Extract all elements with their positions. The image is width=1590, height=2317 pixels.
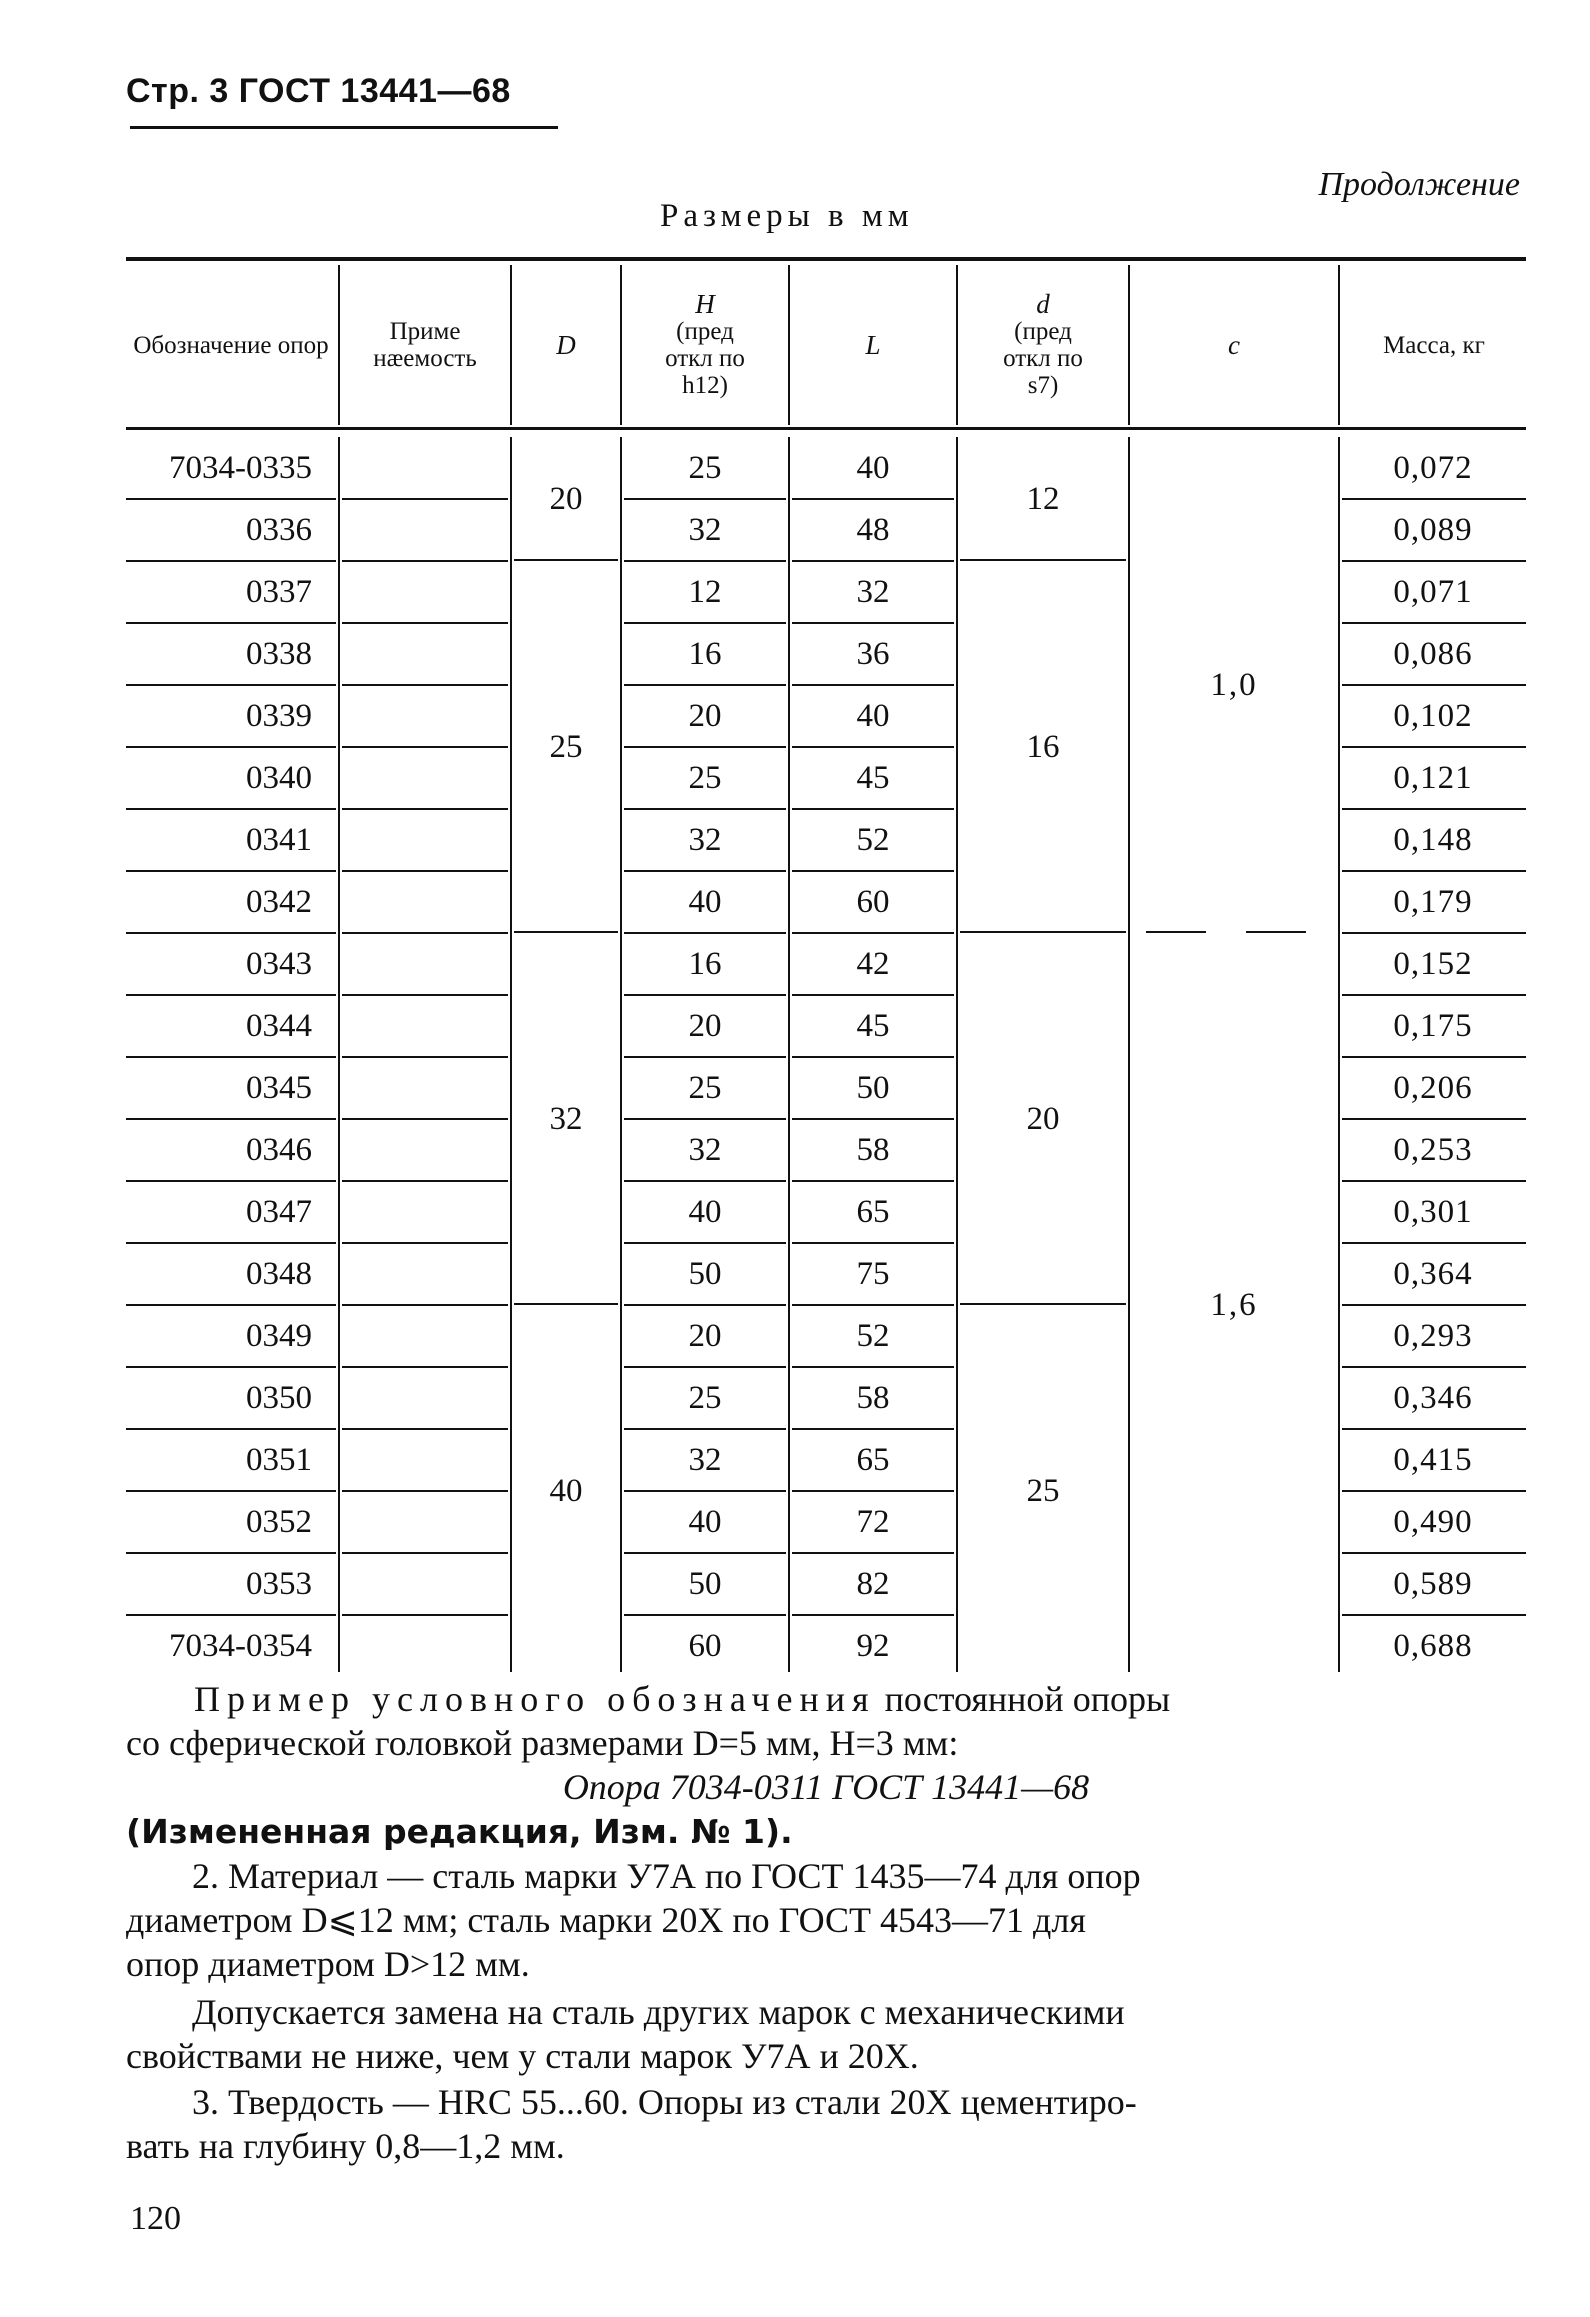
H-cell: 25 bbox=[688, 1379, 722, 1416]
example-paragraph bbox=[126, 1677, 1526, 1721]
para-2-line-2: диаметром D⩽12 мм; сталь марки 20Х по ГОСТ 4543—71 для bbox=[126, 1900, 1086, 1940]
mass-cell: 0,346 bbox=[1393, 1379, 1473, 1416]
designation-cell: 0339 bbox=[246, 697, 312, 734]
header-H bbox=[624, 265, 786, 425]
H-cell: 25 bbox=[688, 1069, 722, 1106]
H-cell: 25 bbox=[688, 449, 722, 486]
example-rest: постоянной опоры bbox=[875, 1679, 1171, 1719]
mass-cell: 0,179 bbox=[1393, 883, 1473, 920]
H-cell: 12 bbox=[688, 573, 722, 610]
merged-D-32: 32 bbox=[549, 1100, 583, 1137]
col-rule bbox=[510, 265, 512, 425]
header-H-note: (пред откл по h12) bbox=[665, 318, 745, 399]
merged-D-25: 25 bbox=[549, 728, 583, 765]
L-cell: 36 bbox=[856, 635, 890, 672]
L-cell: 52 bbox=[856, 821, 890, 858]
designation-cell: 0344 bbox=[246, 1007, 312, 1044]
H-cell: 32 bbox=[688, 1441, 722, 1478]
designation-cell: 0343 bbox=[246, 945, 312, 982]
revision-note: (Измененная редакция, Изм. № 1). bbox=[126, 1812, 793, 1851]
L-cell: 45 bbox=[856, 1007, 890, 1044]
merged-d-12: 12 bbox=[1026, 480, 1060, 517]
group-rule bbox=[514, 559, 618, 561]
para-4-line-2: вать на глубину 0,8—1,2 мм. bbox=[126, 2126, 565, 2166]
merged-c-1-6: 1,6 bbox=[1210, 1286, 1258, 1323]
group-rule bbox=[960, 1303, 1126, 1305]
mass-cell: 0,206 bbox=[1393, 1069, 1473, 1106]
mass-cell: 0,072 bbox=[1393, 449, 1473, 486]
header-bottom-rule bbox=[126, 427, 1526, 430]
mass-cell: 0,086 bbox=[1393, 635, 1473, 672]
mass-cell: 0,589 bbox=[1393, 1565, 1473, 1602]
mass-cell: 0,415 bbox=[1393, 1441, 1473, 1478]
designation-cell: 7034-0354 bbox=[169, 1627, 312, 1664]
header-L-symbol: L bbox=[865, 329, 881, 360]
L-cell: 45 bbox=[856, 759, 890, 796]
mass-cell: 0,175 bbox=[1393, 1007, 1473, 1044]
designation-cell: 0342 bbox=[246, 883, 312, 920]
units-caption: Размеры в мм bbox=[660, 198, 914, 234]
designation-cell: 0352 bbox=[246, 1503, 312, 1540]
merged-d-25: 25 bbox=[1026, 1472, 1060, 1509]
L-cell: 52 bbox=[856, 1317, 890, 1354]
para-4-line-1: 3. Твердость — HRC 55...60. Опоры из стали 20Х цементиро- bbox=[192, 2082, 1137, 2122]
L-cell: 58 bbox=[856, 1131, 890, 1168]
H-cell: 60 bbox=[688, 1627, 722, 1664]
header-D bbox=[514, 265, 618, 425]
designation-cell: 0351 bbox=[246, 1441, 312, 1478]
designation-cell: 0337 bbox=[246, 573, 312, 610]
header-H-symbol: H bbox=[695, 289, 715, 319]
para-2-line-3: опор диаметром D>12 мм. bbox=[126, 1944, 530, 1984]
merged-c-1-0: 1,0 bbox=[1210, 666, 1258, 703]
col-rule bbox=[338, 265, 340, 425]
col-rule bbox=[620, 265, 622, 425]
continuation-label: Продолжение bbox=[1318, 166, 1520, 203]
dimensions-table bbox=[126, 257, 1526, 1664]
mass-cell: 0,364 bbox=[1393, 1255, 1473, 1292]
L-cell: 72 bbox=[856, 1503, 890, 1540]
group-rule bbox=[1246, 931, 1306, 933]
col-rule bbox=[1128, 265, 1130, 425]
L-cell: 42 bbox=[856, 945, 890, 982]
H-cell: 50 bbox=[688, 1255, 722, 1292]
page-number: 120 bbox=[130, 2200, 181, 2237]
designation-cell: 0348 bbox=[246, 1255, 312, 1292]
table-top-rule bbox=[126, 257, 1526, 261]
header-c-symbol: c bbox=[1228, 329, 1240, 360]
para-3-line-1: Допускается замена на сталь других марок с механическими bbox=[192, 1992, 1125, 2032]
mass-cell: 0,301 bbox=[1393, 1193, 1473, 1230]
L-cell: 40 bbox=[856, 697, 890, 734]
designation-cell: 0353 bbox=[246, 1565, 312, 1602]
H-cell: 32 bbox=[688, 511, 722, 548]
L-cell: 82 bbox=[856, 1565, 890, 1602]
mass-cell: 0,089 bbox=[1393, 511, 1473, 548]
header-L bbox=[792, 265, 954, 425]
example-line-2: со сферической головкой размерами D=5 мм, H=3 мм: bbox=[126, 1723, 959, 1763]
group-rule bbox=[514, 931, 618, 933]
col-rule bbox=[788, 265, 790, 425]
header-D-symbol: D bbox=[556, 329, 576, 360]
example-spaced: Пример условного обозначения bbox=[194, 1679, 876, 1719]
designation-cell: 0345 bbox=[246, 1069, 312, 1106]
designation-cell: 0338 bbox=[246, 635, 312, 672]
mass-cell: 0,148 bbox=[1393, 821, 1473, 858]
L-cell: 60 bbox=[856, 883, 890, 920]
group-rule bbox=[1146, 931, 1206, 933]
group-rule bbox=[514, 1303, 618, 1305]
header-d-note: (пред откл по s7) bbox=[1003, 318, 1083, 399]
merged-D-20: 20 bbox=[549, 480, 583, 517]
designation-cell: 0350 bbox=[246, 1379, 312, 1416]
designation-cell: 0341 bbox=[246, 821, 312, 858]
L-cell: 32 bbox=[856, 573, 890, 610]
header-applicability: Приме нӕемость bbox=[373, 318, 477, 372]
mass-cell: 0,688 bbox=[1393, 1627, 1473, 1664]
merged-D-40: 40 bbox=[549, 1472, 583, 1509]
mass-cell: 0,490 bbox=[1393, 1503, 1473, 1540]
designation-cell: 7034-0335 bbox=[169, 449, 312, 486]
H-cell: 32 bbox=[688, 821, 722, 858]
para-2-line-1: 2. Материал — сталь марки У7А по ГОСТ 1435—74 для опор bbox=[192, 1856, 1141, 1896]
L-cell: 65 bbox=[856, 1193, 890, 1230]
mass-cell: 0,293 bbox=[1393, 1317, 1473, 1354]
H-cell: 32 bbox=[688, 1131, 722, 1168]
designation-cell: 0347 bbox=[246, 1193, 312, 1230]
H-cell: 20 bbox=[688, 1007, 722, 1044]
page-header: Стр. 3 ГОСТ 13441—68 bbox=[126, 72, 511, 110]
L-cell: 48 bbox=[856, 511, 890, 548]
L-cell: 92 bbox=[856, 1627, 890, 1664]
H-cell: 40 bbox=[688, 1503, 722, 1540]
mass-cell: 0,152 bbox=[1393, 945, 1473, 982]
H-cell: 50 bbox=[688, 1565, 722, 1602]
merged-d-20: 20 bbox=[1026, 1100, 1060, 1137]
H-cell: 40 bbox=[688, 1193, 722, 1230]
H-cell: 25 bbox=[688, 759, 722, 796]
designation-cell: 0336 bbox=[246, 511, 312, 548]
para-3-line-2: свойствами не ниже, чем у стали марок У7А и 20Х. bbox=[126, 2036, 919, 2076]
header-designation: Обозначение опор bbox=[133, 331, 329, 359]
col-rule bbox=[1338, 265, 1340, 425]
header-c bbox=[1132, 265, 1336, 425]
designation-cell: 0346 bbox=[246, 1131, 312, 1168]
L-cell: 50 bbox=[856, 1069, 890, 1106]
H-cell: 16 bbox=[688, 945, 722, 982]
H-cell: 16 bbox=[688, 635, 722, 672]
H-cell: 20 bbox=[688, 1317, 722, 1354]
mass-cell: 0,102 bbox=[1393, 697, 1473, 734]
header-rule bbox=[130, 126, 558, 129]
L-cell: 58 bbox=[856, 1379, 890, 1416]
H-cell: 40 bbox=[688, 883, 722, 920]
example-designation: Опора 7034-0311 ГОСТ 13441—68 bbox=[562, 1767, 1090, 1807]
L-cell: 75 bbox=[856, 1255, 890, 1292]
mass-cell: 0,071 bbox=[1393, 573, 1473, 610]
designation-cell: 0340 bbox=[246, 759, 312, 796]
col-rule bbox=[956, 265, 958, 425]
header-d-symbol: d bbox=[1036, 289, 1050, 319]
header-d bbox=[960, 265, 1126, 425]
L-cell: 65 bbox=[856, 1441, 890, 1478]
H-cell: 20 bbox=[688, 697, 722, 734]
mass-cell: 0,253 bbox=[1393, 1131, 1473, 1168]
mass-cell: 0,121 bbox=[1393, 759, 1473, 796]
L-cell: 40 bbox=[856, 449, 890, 486]
designation-cell: 0349 bbox=[246, 1317, 312, 1354]
group-rule bbox=[960, 931, 1126, 933]
merged-d-16: 16 bbox=[1026, 728, 1060, 765]
group-rule bbox=[960, 559, 1126, 561]
header-mass: Масса, кг bbox=[1383, 331, 1485, 359]
